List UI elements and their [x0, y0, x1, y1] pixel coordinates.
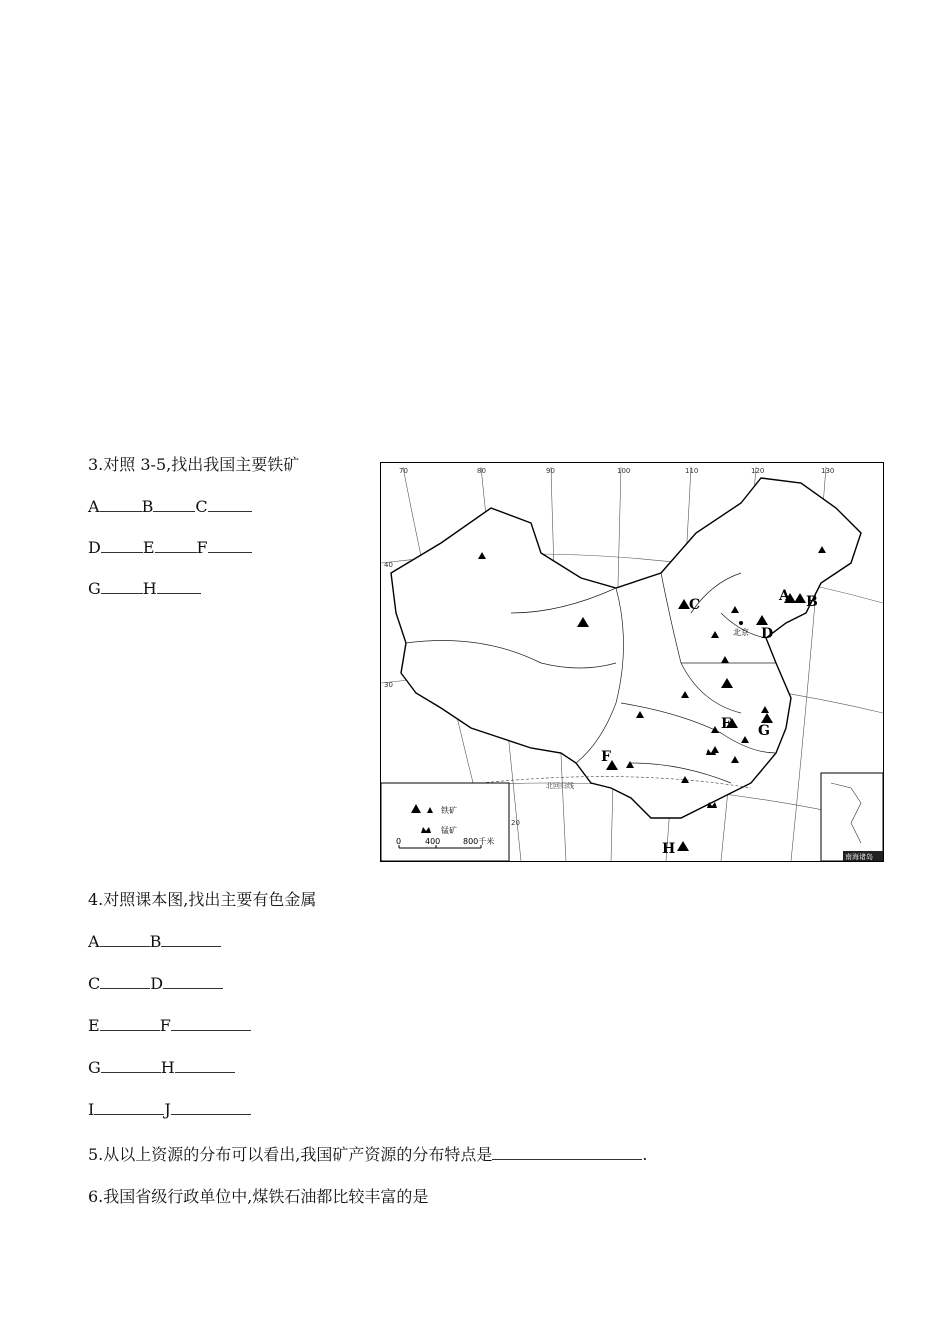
svg-text:铁矿: 铁矿: [441, 806, 457, 815]
answer-label: H: [142, 579, 157, 598]
answer-blank[interactable]: [100, 497, 142, 512]
answer-label: H: [160, 1058, 175, 1077]
svg-text:400: 400: [425, 837, 441, 846]
answer-blank[interactable]: [100, 932, 150, 947]
south-china-sea-inset: [821, 773, 883, 861]
answer-label: G: [88, 1058, 101, 1077]
answer-label: B: [141, 497, 154, 516]
answer-label: C: [88, 974, 101, 993]
longitude-tick: 90: [546, 467, 555, 475]
answer-label: E: [142, 538, 155, 557]
svg-text:锰矿: 锰矿: [441, 826, 457, 835]
answer-blank[interactable]: [153, 497, 195, 512]
answer-row: [88, 538, 252, 558]
longitude-tick: 80: [477, 467, 486, 475]
answer-label: E: [88, 1016, 100, 1035]
map-label-b: B: [806, 594, 818, 610]
iron-marker-h: [677, 841, 689, 851]
q6-prompt: 6.我国省级行政单位中,煤铁石油都比较丰富的是: [88, 1187, 429, 1206]
answer-blank[interactable]: [94, 1100, 164, 1115]
iron-ore-map: [380, 462, 884, 862]
longitude-tick: 120: [751, 467, 765, 475]
svg-text:南海诸岛: 南海诸岛: [845, 853, 873, 861]
answer-blank[interactable]: [208, 538, 252, 553]
answer-label: J: [164, 1100, 171, 1119]
svg-text:800千米: 800千米: [463, 837, 495, 846]
answer-blank[interactable]: [163, 974, 223, 989]
longitude-tick: 110: [685, 467, 699, 475]
answer-row: [88, 1100, 251, 1120]
longitude-tick: 130: [821, 467, 835, 475]
latitude-tick: 40: [384, 561, 393, 569]
map-label-a: A: [779, 588, 790, 604]
answer-label: A: [88, 497, 100, 516]
answer-blank[interactable]: [157, 579, 201, 594]
q3-prompt: 3.对照 3-5,找出我国主要铁矿: [88, 455, 300, 474]
svg-text:北回归线: 北回归线: [546, 782, 574, 790]
answer-blank[interactable]: [161, 932, 221, 947]
answer-blank[interactable]: [101, 538, 143, 553]
answer-label: F: [159, 1016, 171, 1035]
answer-row: [88, 579, 201, 599]
answer-label: B: [149, 932, 162, 951]
answer-row: [88, 1016, 251, 1036]
answer-label: I: [88, 1100, 95, 1119]
answer-blank[interactable]: [101, 1058, 161, 1073]
q5-blank[interactable]: [492, 1145, 642, 1160]
longitude-tick: 70: [399, 467, 408, 475]
answer-blank[interactable]: [175, 1058, 235, 1073]
answer-label: A: [88, 932, 100, 951]
map-label-d: D: [761, 626, 774, 642]
longitude-tick: 100: [617, 467, 631, 475]
map-label-h: H: [662, 841, 676, 857]
answer-blank[interactable]: [100, 974, 150, 989]
answer-row: [88, 932, 221, 952]
latitude-tick: 30: [384, 681, 393, 689]
q5-prompt: 5.从以上资源的分布可以看出,我国矿产资源的分布特点是: [88, 1145, 493, 1164]
q5-end: .: [642, 1145, 648, 1164]
answer-blank[interactable]: [171, 1016, 251, 1031]
svg-text:北京: 北京: [733, 628, 749, 637]
answer-blank[interactable]: [100, 1016, 160, 1031]
map-label-c: C: [689, 597, 701, 613]
answer-blank[interactable]: [208, 497, 252, 512]
map-label-f: F: [601, 749, 611, 765]
svg-text:0: 0: [396, 837, 402, 846]
latitude-tick: 20: [511, 819, 520, 827]
map-legend: [381, 783, 509, 861]
answer-label: D: [88, 538, 101, 557]
answer-label: D: [150, 974, 164, 993]
answer-blank[interactable]: [155, 538, 197, 553]
answer-row: [88, 1058, 235, 1078]
answer-label: F: [196, 538, 208, 557]
answer-row: [88, 497, 252, 517]
answer-label: C: [195, 497, 208, 516]
answer-row: [88, 974, 223, 994]
map-label-g: G: [758, 723, 770, 739]
answer-blank[interactable]: [171, 1100, 251, 1115]
q4-prompt: 4.对照课本图,找出主要有色金属: [88, 890, 317, 909]
answer-blank[interactable]: [101, 579, 143, 594]
map-label-e: E: [721, 716, 732, 732]
answer-label: G: [88, 579, 101, 598]
q5-line: [88, 1145, 647, 1165]
